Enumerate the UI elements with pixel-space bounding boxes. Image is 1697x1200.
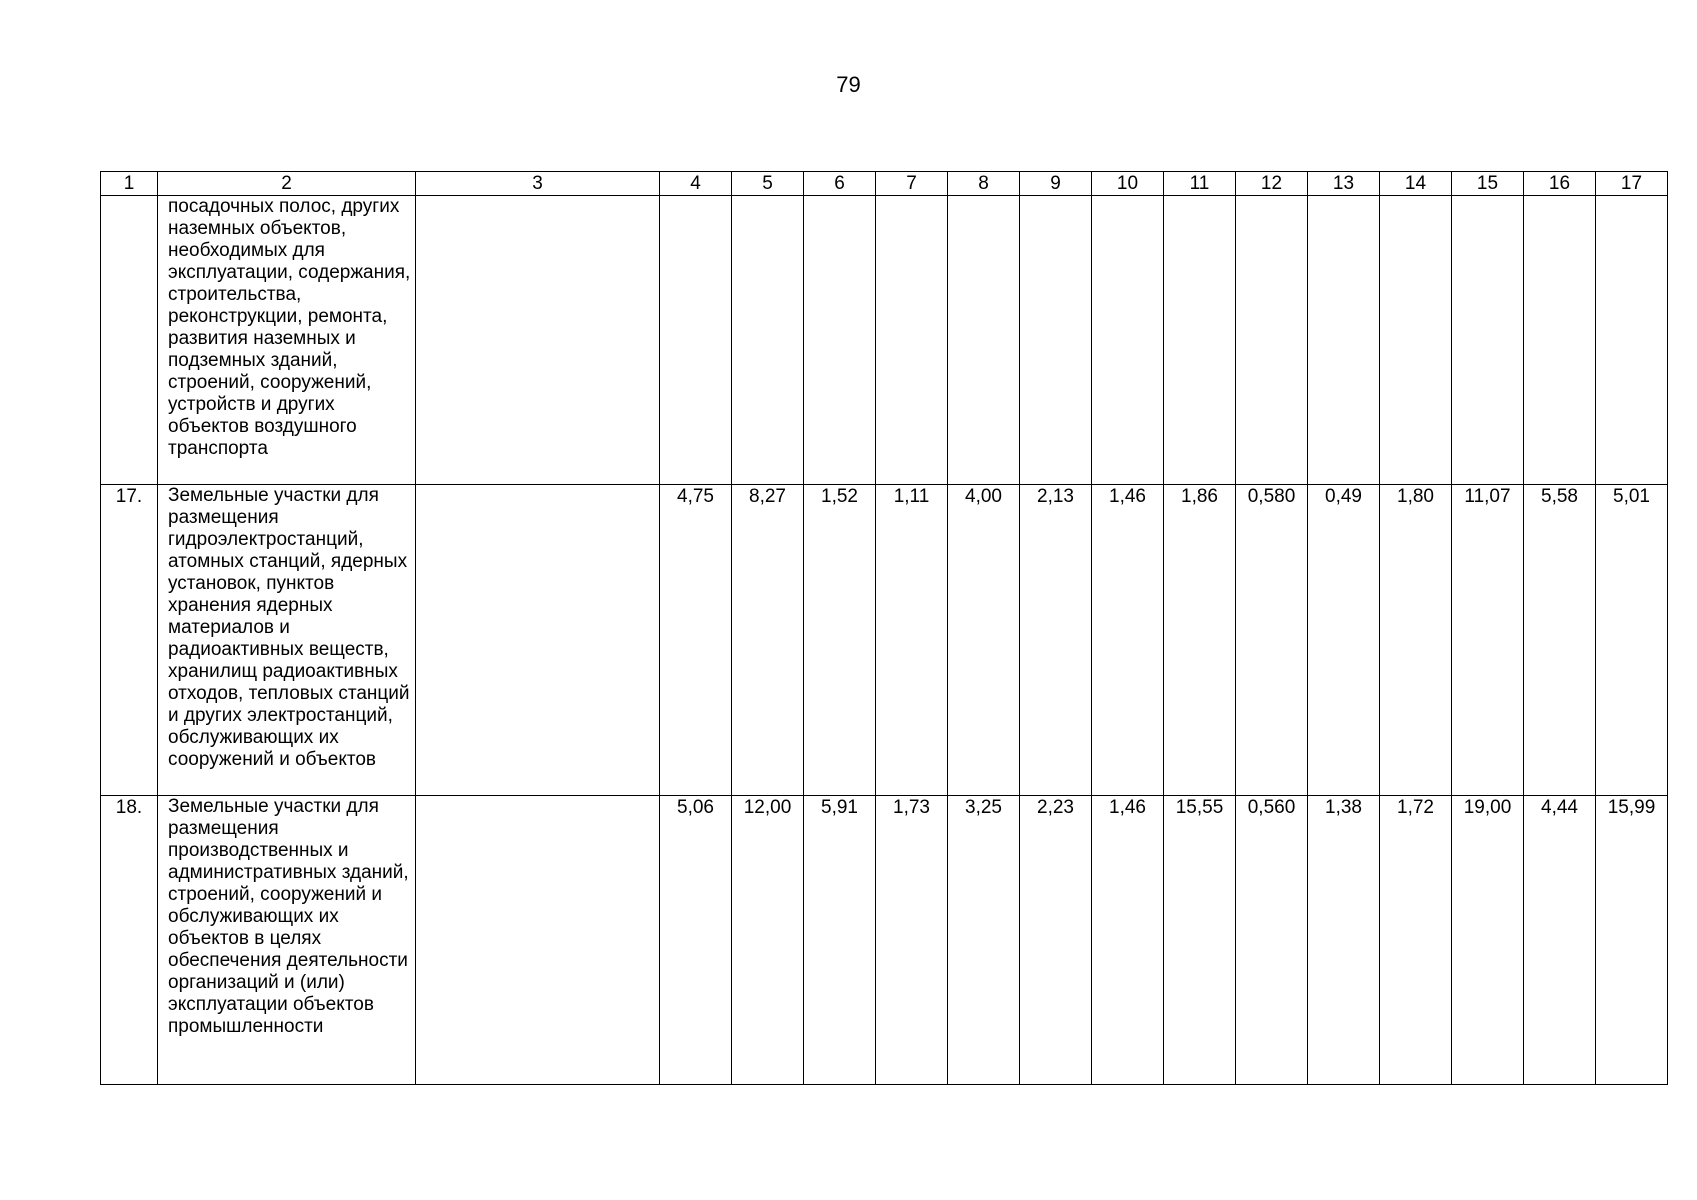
row-description: Земельные участки для размещения гидроэлектростанций, атомных станций, ядерных установок, пунктов хранения ядерных материалов и радиоактивных веществ, хранилищ радиоактивных отходов, тепловых станций и других электростанций, обслуживающих их сооружений и объектов	[158, 485, 416, 796]
row-column-3	[416, 796, 660, 1085]
value-cell: 2,23	[1020, 796, 1092, 1085]
value-cell: 1,46	[1092, 485, 1164, 796]
value-cell	[804, 196, 876, 485]
value-cell: 12,00	[732, 796, 804, 1085]
rates-table	[100, 171, 1668, 1085]
value-cell	[1236, 196, 1308, 485]
value-cell: 1,46	[1092, 796, 1164, 1085]
table-row	[101, 196, 1668, 485]
column-header: 9	[1020, 172, 1092, 196]
value-cell: 1,11	[876, 485, 948, 796]
column-header: 7	[876, 172, 948, 196]
table-row	[101, 485, 1668, 796]
page-number: 79	[836, 72, 861, 97]
value-cell: 1,80	[1380, 485, 1452, 796]
row-number	[101, 196, 158, 485]
value-cell: 15,99	[1596, 796, 1668, 1085]
value-cell: 4,00	[948, 485, 1020, 796]
column-header: 4	[660, 172, 732, 196]
value-cell	[1524, 196, 1596, 485]
column-header: 1	[101, 172, 158, 196]
value-cell	[1596, 196, 1668, 485]
column-header: 11	[1164, 172, 1236, 196]
value-cell	[1164, 196, 1236, 485]
value-cell	[1380, 196, 1452, 485]
table-header-row	[101, 172, 1668, 196]
column-header: 5	[732, 172, 804, 196]
column-header: 12	[1236, 172, 1308, 196]
value-cell: 1,52	[804, 485, 876, 796]
value-cell: 4,44	[1524, 796, 1596, 1085]
value-cell: 1,86	[1164, 485, 1236, 796]
value-cell: 15,55	[1164, 796, 1236, 1085]
value-cell	[876, 196, 948, 485]
column-header: 17	[1596, 172, 1668, 196]
value-cell: 2,13	[1020, 485, 1092, 796]
column-header: 13	[1308, 172, 1380, 196]
value-cell: 1,72	[1380, 796, 1452, 1085]
value-cell: 1,73	[876, 796, 948, 1085]
value-cell: 5,06	[660, 796, 732, 1085]
value-cell: 3,25	[948, 796, 1020, 1085]
row-description: посадочных полос, других наземных объектов, необходимых для эксплуатации, содержания, строительства, реконструкции, ремонта, развития наземных и подземных зданий, строений, сооружений, устройств и других объектов воздушного транспорта	[158, 196, 416, 485]
column-header: 3	[416, 172, 660, 196]
value-cell: 1,38	[1308, 796, 1380, 1085]
value-cell: 0,580	[1236, 485, 1308, 796]
value-cell	[1452, 196, 1524, 485]
column-header: 15	[1452, 172, 1524, 196]
column-header: 10	[1092, 172, 1164, 196]
value-cell: 0,560	[1236, 796, 1308, 1085]
value-cell: 19,00	[1452, 796, 1524, 1085]
value-cell	[948, 196, 1020, 485]
row-number: 18.	[101, 796, 158, 1085]
value-cell: 4,75	[660, 485, 732, 796]
row-column-3	[416, 196, 660, 485]
column-header: 14	[1380, 172, 1452, 196]
column-header: 2	[158, 172, 416, 196]
row-number: 17.	[101, 485, 158, 796]
column-header: 6	[804, 172, 876, 196]
value-cell: 5,01	[1596, 485, 1668, 796]
column-header: 16	[1524, 172, 1596, 196]
value-cell: 8,27	[732, 485, 804, 796]
value-cell: 5,91	[804, 796, 876, 1085]
value-cell: 11,07	[1452, 485, 1524, 796]
row-description: Земельные участки для размещения производственных и административных зданий, строений, сооружений и обслуживающих их объектов в целях обеспечения деятельности организаций и (или) эксплуатации объектов промышленности	[158, 796, 416, 1085]
value-cell	[1308, 196, 1380, 485]
table-row	[101, 796, 1668, 1085]
value-cell	[660, 196, 732, 485]
value-cell: 0,49	[1308, 485, 1380, 796]
value-cell	[1020, 196, 1092, 485]
value-cell: 5,58	[1524, 485, 1596, 796]
column-header: 8	[948, 172, 1020, 196]
value-cell	[1092, 196, 1164, 485]
row-column-3	[416, 485, 660, 796]
value-cell	[732, 196, 804, 485]
